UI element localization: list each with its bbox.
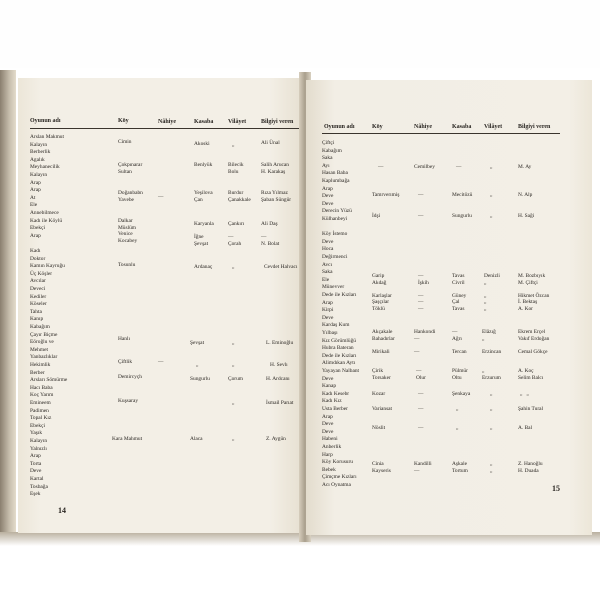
row-informant: N. Alp xyxy=(518,192,533,198)
game-name: Avcılar xyxy=(30,278,46,285)
game-name: Tosbağa xyxy=(30,483,48,490)
row-town: Şenkaya xyxy=(452,391,471,397)
row-informant: A. Koç Selim Balcı xyxy=(518,368,544,381)
game-name: Arap xyxy=(322,413,333,420)
row-village: Kara Mahmut xyxy=(112,436,143,442)
game-name: Berber xyxy=(30,369,45,376)
game-name: Deve xyxy=(322,421,334,428)
game-name: Mehmet xyxy=(30,346,48,353)
row-village: — xyxy=(378,164,384,170)
row-subdistrict: — Olur xyxy=(416,368,426,381)
header-game: Oyunun adı xyxy=(324,124,355,130)
row-village: Çiftlik xyxy=(118,359,133,365)
game-name: At xyxy=(30,194,36,201)
game-name: Ele xyxy=(322,276,330,283)
row-village: Hanlı xyxy=(118,336,130,342)
page-stack-edge xyxy=(0,70,16,540)
game-name: Tahta xyxy=(30,308,42,315)
game-name: Külhanbeyi xyxy=(322,216,348,222)
game-name: Ayı xyxy=(322,162,330,169)
game-name: Yaşık xyxy=(30,430,43,437)
row-subdistrict: — İşkih — — — xyxy=(418,273,429,312)
row-town: „ xyxy=(196,362,199,368)
game-name: Deve xyxy=(322,428,334,435)
row-province: „ xyxy=(490,391,493,397)
row-town: Tavas Civril Güney Çal Tavas xyxy=(452,273,467,312)
row-informant: Şahin Tural xyxy=(518,406,544,412)
game-name: Saka xyxy=(322,155,333,162)
row-province: Çorum xyxy=(228,376,243,382)
header-town: Kasaba xyxy=(452,124,472,130)
row-village: Tamrverımiş xyxy=(372,192,400,198)
right-page xyxy=(306,80,592,535)
game-name: Padimen xyxy=(30,407,49,414)
row-informant: M. Ay xyxy=(518,164,532,170)
game-name: Dede ile Kızları xyxy=(322,292,357,298)
row-informant: H. Saği xyxy=(518,213,535,219)
row-village: Kozar xyxy=(372,391,386,397)
row-subdistrict: — xyxy=(418,213,424,219)
game-name: Kadı Kesebr xyxy=(322,390,350,397)
header-subdistrict: Nâhiye xyxy=(414,124,432,130)
row-informant: Z. Aygün xyxy=(266,436,286,442)
row-town: Yeşilova Çan xyxy=(194,190,213,203)
game-name: Deve xyxy=(322,314,334,321)
row-province: „ xyxy=(232,340,235,346)
row-subdistrict: — xyxy=(158,359,164,365)
row-subdistrict: — xyxy=(418,406,424,412)
header-province: Vilâyet xyxy=(484,124,503,130)
header-informant: Bilgiyi veren xyxy=(261,119,294,125)
game-name: Acı Oynatma xyxy=(322,482,351,488)
row-subdistrict: Cemilbey xyxy=(414,164,435,170)
game-name: Hoca xyxy=(322,246,334,253)
row-village: Dalkar Müslüm Venice Kocabey xyxy=(118,218,138,244)
game-name: Ebekçi xyxy=(30,225,45,232)
game-name: Hasan Baba xyxy=(322,170,348,177)
game-name: Kaplumbağa xyxy=(322,178,350,184)
row-province: „ xyxy=(232,264,235,270)
game-name: Köseler xyxy=(30,301,47,308)
row-village: Variansat xyxy=(372,406,393,412)
row-village: Demircyçh xyxy=(118,374,142,380)
game-name: Avcı xyxy=(322,261,333,268)
game-name: Arap xyxy=(30,232,41,239)
game-name: Ebekçi xyxy=(30,422,45,429)
row-province: „ xyxy=(490,425,493,431)
row-subdistrict: — xyxy=(418,391,424,397)
row-village: Doğanbabn Yavebe xyxy=(118,190,143,203)
header-province: Vilâyet xyxy=(228,119,247,125)
game-name: Saka xyxy=(322,269,333,276)
game-name: Hacı Baba xyxy=(30,384,53,391)
game-name: Arap xyxy=(30,179,41,186)
row-town: Benlyük xyxy=(194,162,213,168)
game-name: Kabağım xyxy=(322,147,342,154)
game-name: Değirmenci xyxy=(322,254,348,260)
game-name: Kalayın xyxy=(30,438,48,444)
row-province: „ xyxy=(232,400,235,406)
game-name: Kalayın xyxy=(30,141,48,148)
game-name: Deve xyxy=(322,200,334,207)
row-village: Kuşsaray xyxy=(118,398,139,404)
game-name: Kadı xyxy=(30,248,41,254)
game-name: Üç Köşler xyxy=(30,270,53,277)
game-name: Köy Korusuru xyxy=(322,459,353,466)
game-name: Çayır Biçme xyxy=(30,331,58,338)
game-name: Kardaş Kum xyxy=(322,322,350,329)
row-informant: A. Bal xyxy=(518,425,533,431)
game-name: Deve xyxy=(322,193,334,200)
row-town: Akoski xyxy=(194,141,210,147)
game-name: Anberlik xyxy=(322,444,342,450)
row-province: „ xyxy=(232,436,235,442)
row-province: Elâzığ „ Erzincan xyxy=(482,329,502,355)
game-name: Deve xyxy=(30,468,42,475)
row-town: Pülmür Oltu xyxy=(452,368,468,381)
header-town: Kasaba xyxy=(194,119,214,125)
row-informant: Rıza Yılmaz Şaban Süngür xyxy=(261,190,292,203)
row-informant: H. Sevlı xyxy=(270,362,288,368)
game-name: Kediler xyxy=(30,293,47,300)
game-name: Yayayan Nalbant xyxy=(322,368,360,374)
header-village: Köy xyxy=(118,118,129,124)
game-name: Arsları Sömürme xyxy=(30,377,68,384)
row-town: Karyanla İğne Şevşat xyxy=(194,221,214,247)
game-name: Köy İstemo xyxy=(322,231,348,238)
game-name: Yanbazlıklar xyxy=(30,354,58,361)
row-town: „ xyxy=(456,425,459,431)
game-name: Habeni xyxy=(322,436,338,443)
row-informant: Ekrem Erçel Vakıf Erdoğan Cemal Gökçe xyxy=(518,329,550,355)
game-name: Kamın Kayruğu xyxy=(30,263,65,270)
row-province: „ xyxy=(490,192,493,198)
game-name: Deveci xyxy=(30,286,46,292)
game-name: Eşek xyxy=(30,491,41,498)
row-village: Nöslit xyxy=(372,425,386,431)
row-informant: Ali Ünal xyxy=(261,140,280,146)
row-subdistrict: — xyxy=(158,194,164,200)
row-informant: Z. Hanoğlu H. Duada xyxy=(518,461,543,474)
row-village: Çokpınarar Sultan xyxy=(118,162,143,175)
game-name: Berberlik xyxy=(30,149,51,156)
game-name: Kalayın xyxy=(30,172,48,178)
row-village: Akçakale Bahadırlar Mirikali xyxy=(372,329,395,355)
game-name: Arap xyxy=(30,187,41,194)
row-town: Mecitözü xyxy=(452,192,473,198)
game-name: Annebilmece xyxy=(30,210,59,216)
row-province: Denizli „ „ „ „ xyxy=(484,273,500,312)
row-informant: İsmail Parıat xyxy=(266,400,294,406)
game-name: Derecin Yüzü xyxy=(322,208,352,215)
row-informant: H. Ardcanı xyxy=(266,376,290,382)
row-town: Alaca xyxy=(190,436,203,442)
row-informant: Cevdet Halvacı xyxy=(264,264,298,270)
row-province: Burdur Çanakkale xyxy=(228,190,251,203)
row-province: Çankırı — Çorah xyxy=(228,221,245,247)
game-name: Çimçme Kızları xyxy=(322,474,357,481)
game-name: Kadı ile Köylü xyxy=(30,217,63,224)
background xyxy=(0,0,600,68)
game-name: Topal Kız xyxy=(30,415,52,422)
game-name: Yalnızlı xyxy=(30,445,47,452)
game-name: Meyhanecilik xyxy=(30,164,60,171)
game-name: Eöroğlu ve xyxy=(30,339,54,346)
row-town: Sungurlu xyxy=(190,376,210,382)
game-name: Torta xyxy=(30,460,42,467)
game-name: Kadı Kız xyxy=(322,398,342,405)
game-name: Kartal xyxy=(30,476,44,482)
row-village: Garip Akdağ Karlaşlar Şaşçılar Töklü xyxy=(372,273,392,312)
row-town: „ xyxy=(456,406,459,412)
game-name: Yılbaşı xyxy=(322,330,338,336)
page-number-left: 14 xyxy=(58,506,66,515)
row-province: „ „ xyxy=(490,461,493,474)
game-name: Koç Yarım xyxy=(30,392,54,399)
row-informant: M. Bozbıyık M. Çiftçi Hikmet Özcan İ. Bektaş A. Kor xyxy=(518,273,550,312)
row-informant: L. Eminoğlu xyxy=(266,340,294,346)
header-rule xyxy=(322,133,560,134)
game-name: Kirpi xyxy=(322,307,334,314)
row-province: „ xyxy=(490,164,493,170)
game-name: Deve xyxy=(322,375,334,382)
header-subdistrict: Nâhiye xyxy=(158,119,176,125)
game-name: Arap xyxy=(322,185,333,192)
row-village: Cinia Kayseris xyxy=(372,461,391,474)
header-village: Köy xyxy=(372,124,383,130)
game-name: Çiftçi xyxy=(322,140,335,146)
row-province: „ xyxy=(490,406,493,412)
game-name: Hekimlik xyxy=(30,362,51,368)
row-province: „ xyxy=(232,362,235,368)
row-town: — xyxy=(456,164,462,170)
header-informant: Bilgiyi veren xyxy=(518,124,551,130)
game-name: Dede ile Kızları xyxy=(322,352,357,359)
game-name: Bebek xyxy=(322,466,336,473)
header-rule xyxy=(30,128,302,129)
row-informant: „ „ xyxy=(520,391,529,397)
page-number-right: 15 xyxy=(552,484,560,493)
game-name: Doktor xyxy=(30,255,46,262)
game-name: Alimdıkan Aytı xyxy=(322,360,356,367)
row-town: Sungurlu xyxy=(452,213,472,219)
row-town: — Ağrı Tercan xyxy=(452,329,467,355)
game-name: Münevver xyxy=(322,284,345,291)
row-informant: Ali Daş — N. Bolat xyxy=(261,221,280,247)
row-informant: Salih Arucan H. Karakaş xyxy=(261,162,289,175)
game-name: Kız Görümlüğü xyxy=(322,337,356,344)
row-town: Aşkale Tortum xyxy=(452,461,468,474)
row-province: „ xyxy=(232,142,235,148)
game-name: Kanıp xyxy=(30,316,44,323)
row-subdistrict: Kandilli — xyxy=(414,461,432,474)
row-province: „ xyxy=(490,213,493,219)
game-name: Kabağım xyxy=(30,324,50,330)
left-page xyxy=(18,78,305,533)
row-town: Ardanaç xyxy=(194,264,213,270)
game-name: Arap xyxy=(322,299,333,306)
row-village: Çirik Torsaker xyxy=(372,368,391,381)
row-village: İdşi xyxy=(372,213,381,219)
header-game: Oyunun adı xyxy=(30,118,61,124)
game-name: Usta Berber xyxy=(322,406,348,412)
row-town: Şevşat xyxy=(190,340,205,346)
game-name: Hubra Bateran xyxy=(322,345,354,352)
row-province: Bilecik Bolu xyxy=(228,162,244,175)
game-name: Arap xyxy=(30,453,41,460)
game-name: Emineem xyxy=(30,400,51,406)
game-name: Harp xyxy=(322,451,333,458)
game-name: Arslan Makmut xyxy=(30,134,64,140)
game-name: Ele xyxy=(30,202,38,209)
row-village: Cimin xyxy=(118,139,132,145)
row-province: „ Erzurum xyxy=(482,368,501,381)
row-subdistrict: — xyxy=(418,425,424,431)
game-name: Agalık xyxy=(30,156,45,163)
row-village: Tosunlu xyxy=(118,262,136,268)
row-subdistrict: — xyxy=(418,192,424,198)
row-subdistrict: Hankondi — — xyxy=(414,329,436,355)
game-name: Deve xyxy=(322,238,334,245)
game-name: Kanap xyxy=(322,383,337,390)
